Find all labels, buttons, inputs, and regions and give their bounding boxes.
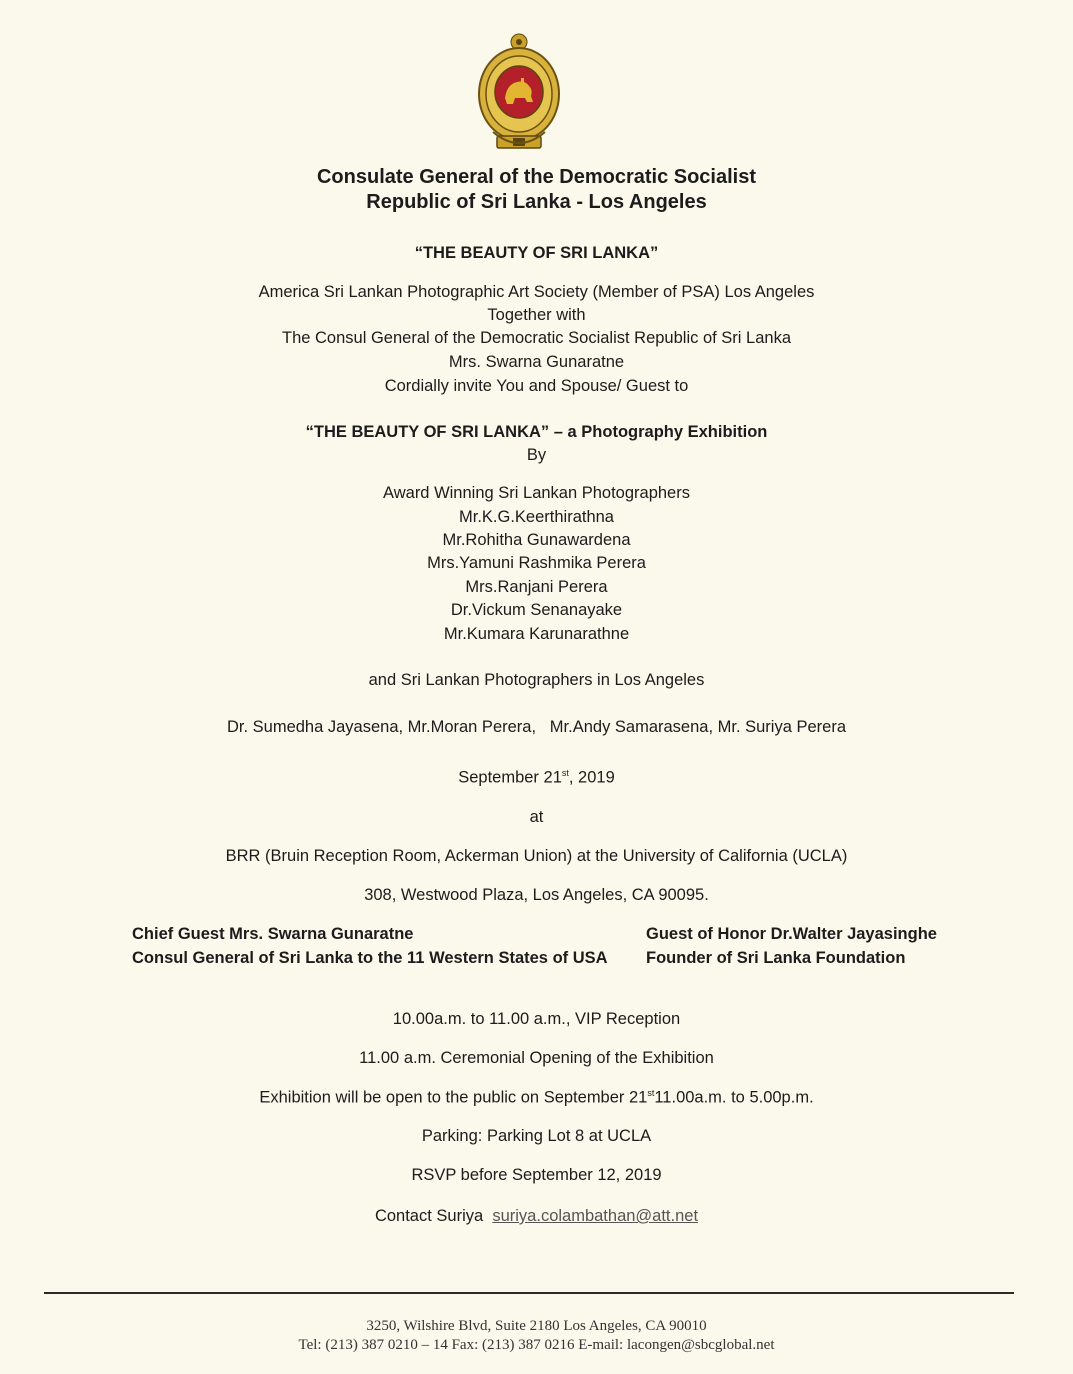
event-venue: BRR (Bruin Reception Room, Ackerman Union) at the University of California (UCLA) (225, 847, 848, 865)
intro-line: Together with (487, 306, 586, 324)
intro-line: America Sri Lankan Photographic Art Society (Member of PSA) Los Angeles (258, 283, 815, 301)
event-date: September 21st, 2019 (458, 768, 615, 787)
contact-label: Contact Suriya (374, 1207, 484, 1225)
schedule-opening: 11.00 a.m. Ceremonial Opening of the Exhibition (359, 1049, 714, 1067)
intro-line: Mrs. Swarna Gunaratne (448, 353, 625, 371)
footer-contact: Tel: (213) 387 0210 – 14 Fax: (213) 387 0216 E-mail: lacongen@sbcglobal.net (298, 1337, 775, 1353)
sri-lanka-emblem-icon (475, 32, 563, 160)
consulate-name-line1: Consulate General of the Democratic Socialist (316, 166, 756, 188)
parking-info: Parking: Parking Lot 8 at UCLA (421, 1127, 652, 1145)
consulate-name-line2: Republic of Sri Lanka - Los Angeles (366, 191, 707, 213)
footer-address: 3250, Wilshire Blvd, Suite 2180 Los Angeles, CA 90010 (366, 1318, 707, 1334)
event-address: 308, Westwood Plaza, Los Angeles, CA 90095. (364, 886, 709, 904)
chief-guest-title: Consul General of Sri Lanka to the 11 Western States of USA (132, 949, 608, 967)
la-photographers-heading: and Sri Lankan Photographers in Los Angeles (368, 671, 705, 689)
schedule-public: Exhibition will be open to the public on September 21st11.00a.m. to 5.00p.m. (259, 1088, 814, 1107)
photographer-name: Mr.Kumara Karunarathne (443, 625, 630, 643)
chief-guest-name: Chief Guest Mrs. Swarna Gunaratne (132, 925, 414, 943)
photographer-name: Mrs.Ranjani Perera (465, 578, 608, 596)
photographers-heading: Award Winning Sri Lankan Photographers (383, 484, 690, 502)
contact-email-link[interactable]: suriya.colambathan@att.net (492, 1207, 699, 1225)
intro-line: The Consul General of the Democratic Socialist Republic of Sri Lanka (282, 329, 791, 347)
photographer-name: Mr.K.G.Keerthirathna (459, 508, 614, 526)
event-title: “THE BEAUTY OF SRI LANKA” (414, 244, 659, 262)
photographer-name: Mrs.Yamuni Rashmika Perera (427, 554, 646, 572)
schedule-vip: 10.00a.m. to 11.00 a.m., VIP Reception (392, 1010, 681, 1028)
guest-of-honor-title: Founder of Sri Lanka Foundation (646, 949, 906, 967)
at-label: at (529, 808, 544, 826)
contact-line (0, 1207, 1073, 1226)
footer-divider (44, 1292, 1014, 1294)
photographer-name: Mr.Rohitha Gunawardena (442, 531, 631, 549)
intro-line: Cordially invite You and Spouse/ Guest to (384, 377, 689, 395)
exhibition-name: “THE BEAUTY OF SRI LANKA” – a Photography Exhibition (305, 423, 768, 441)
photographer-name: Dr.Vickum Senanayake (450, 601, 623, 619)
rsvp-info: RSVP before September 12, 2019 (411, 1166, 662, 1184)
guest-of-honor-name: Guest of Honor Dr.Walter Jayasinghe (646, 925, 937, 943)
by-label: By (526, 446, 547, 464)
la-photographers-names: Dr. Sumedha Jayasena, Mr.Moran Perera, Mr.Andy Samarasena, Mr. Suriya Perera (226, 718, 847, 736)
